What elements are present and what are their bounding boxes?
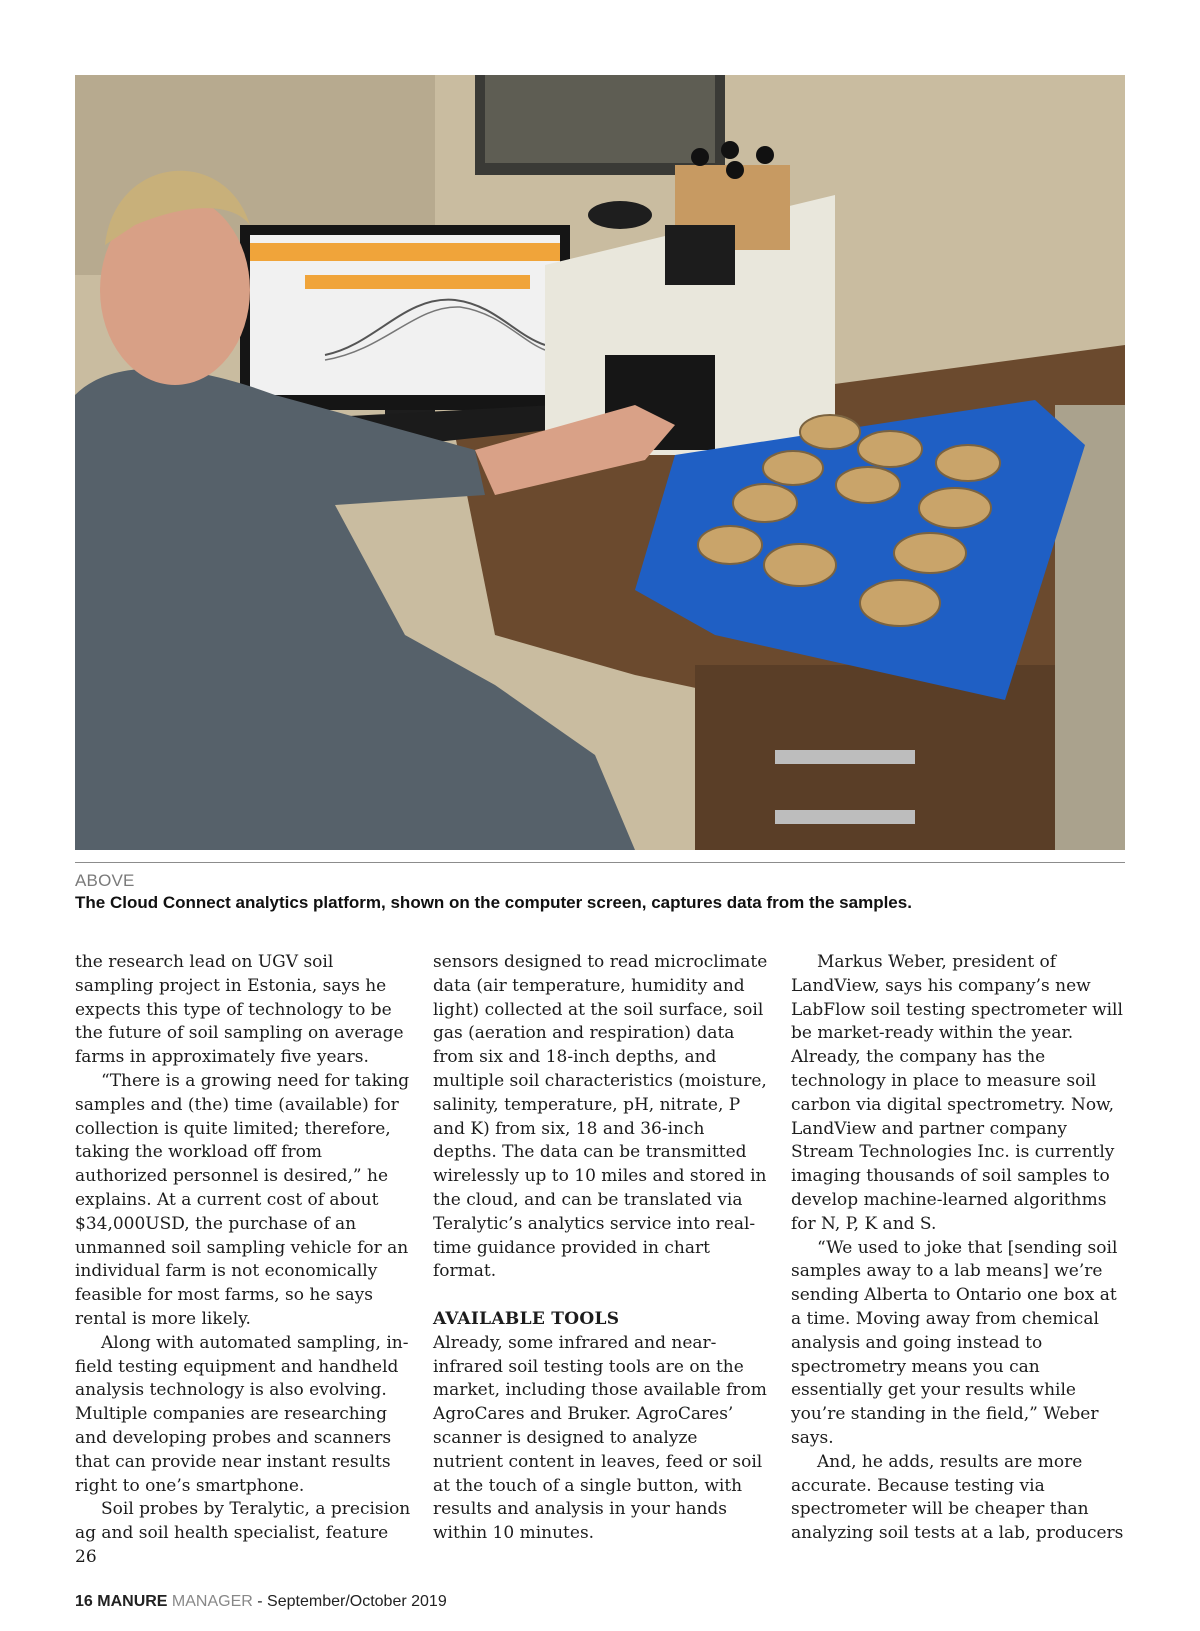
col2-paragraph-1: sensors designed to read microclimate data (air temperature, humidity and light) collected at the soil surface, soil gas (aeration and respiration) data from six and 18-inch depths, and multiple soil characteristics (moisture, salinity, temperature, pH, nitrate, P and K) from six, 18 and 36-inch depths. The data can be transmitted wirelessly up to 10 miles and stored in the cloud, and can be translated via Teralytic’s analytics service into real-time guidance provided in chart format. — [433, 952, 768, 1282]
photo-illustration — [75, 75, 1125, 850]
col3-paragraph-3: And, he adds, results are more accurate. Because testing via spectrometer will be cheaper than analyzing soil tests at a lab, producers — [791, 1451, 1124, 1544]
brand-light: MANAGER — [171, 1593, 253, 1610]
brand-bold: MANURE — [97, 1593, 168, 1610]
col3-paragraph-1: Markus Weber, president of LandView, says his company’s new LabFlow soil testing spectrometer will be market-ready within the year. Already, the company has the technology in place to measure soil carbon via digital spectrometry. Now, LandView and partner company Stream Technologies Inc. is currently imaging thousands of soil samples to develop machine-learned algorithms for N, P, K and S. — [791, 952, 1123, 1234]
page-number: 16 — [75, 1593, 93, 1610]
col1-paragraph-2: “There is a growing need for taking samples and (the) time (available) for collection is quite limited; therefore, taking the workload off from authorized personnel is desired,” he explains. At a current cost of about $34,000USD, the purchase of an unmanned soil sampling vehicle for an individual farm is not economically feasible for most farms, so he says rental is more likely. — [75, 1070, 410, 1329]
article-column-1 — [75, 951, 413, 1570]
col1-paragraph-1: the research lead on UGV soil sampling project in Estonia, says he expects this type of technology to be the future of soil sampling on average farms in approximately five years. — [75, 952, 404, 1068]
caption-rule — [75, 862, 1125, 863]
section-heading: AVAILABLE TOOLS — [433, 1308, 620, 1329]
article-column-3 — [791, 951, 1129, 1546]
caption-text: The Cloud Connect analytics platform, shown on the computer screen, captures data from the samples. — [75, 893, 912, 912]
page-footer — [75, 1593, 447, 1611]
article-column-2 — [433, 951, 771, 1546]
caption-label: ABOVE — [75, 871, 135, 890]
article-photo — [75, 75, 1125, 850]
col1-paragraph-3: Along with automated sampling, in-field testing equipment and handheld analysis technology is also evolving. Multiple companies are researching and developing probes and scanners that can provide near instant results right to one’s smartphone. — [75, 1332, 409, 1496]
col2-paragraph-2: Already, some infrared and near-infrared soil testing tools are on the market, including those available from AgroCares and Bruker. AgroCares’ scanner is designed to analyze nutrient content in leaves, feed or soil at the touch of a single button, with results and analysis in your hands within 10 minutes. — [433, 1332, 767, 1544]
col3-paragraph-2: “We used to joke that [sending soil samples away to a lab means] we’re sending Alberta to Ontario one box at a time. Moving away from chemical analysis and going instead to spectrometry means you can essentially get your results while you’re standing in the field,” Weber says. — [791, 1237, 1118, 1448]
col1-paragraph-4: Soil probes by Teralytic, a precision ag and soil health specialist, feature 26 — [75, 1499, 411, 1567]
issue-date: - September/October 2019 — [257, 1593, 447, 1610]
